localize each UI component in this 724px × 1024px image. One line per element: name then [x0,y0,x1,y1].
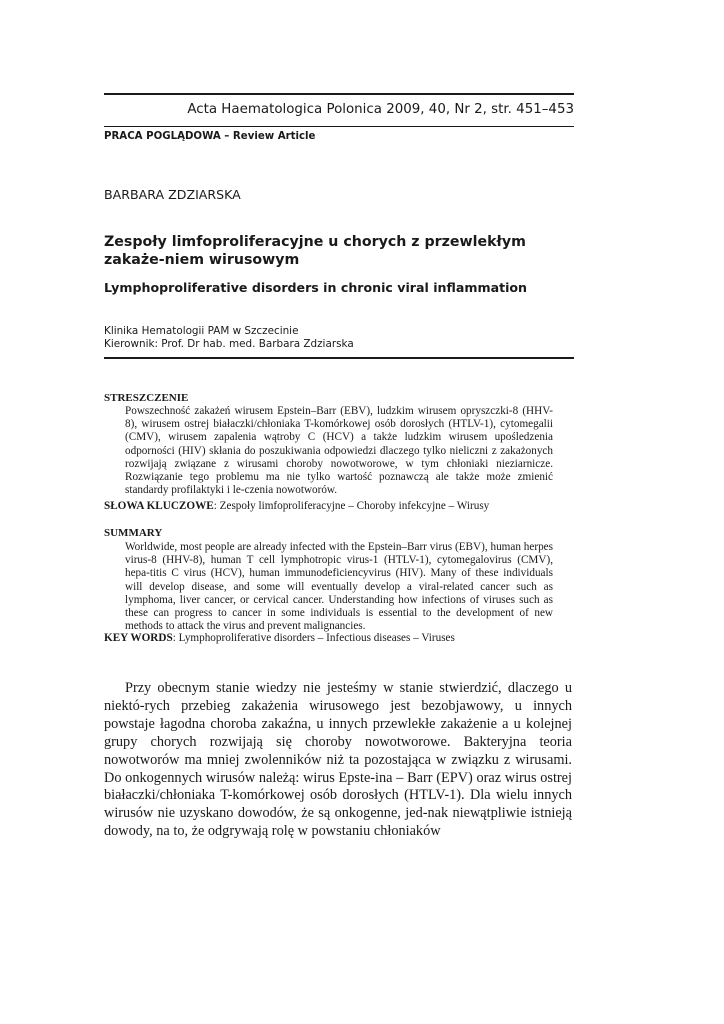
streszczenie-text: Powszechność zakażeń wirusem Epstein–Barr (EBV), ludzkim wirusem opryszczki-8 (HHV-8), wirusem ostrej białaczki/chłoniaka T-komórkowej osób dorosłych (HTLV-1), cytomegalii (CMV), wirusem zapalenia wątroby C (HCV) a także ludzkim wirusem upośledzenia odporności (HIV) skłania do poszukiwania odpowiedzi dlaczego tylko nieliczni z zakażonych rozwijają związane z wirusami choroby nowotworowe, w tym chłoniaki nieziarnicze. Rozwiązanie tego problemu ma nie tylko wartość poznawczą ale także może zmienić standardy profilaktyki i le-czenia nowotworów. [125,405,553,497]
polish-keywords-label: SŁOWA KLUCZOWE [104,500,214,512]
affiliation-clinic: Klinika Hematologii PAM w Szczecinie [104,325,299,337]
polish-keywords [104,500,489,512]
title-english: Lymphoproliferative disorders in chronic viral inflammation [104,280,528,295]
header-rule [104,126,574,127]
affiliation-rule [104,357,574,359]
body-paragraph: Przy obecnym stanie wiedzy nie jesteśmy w stanie stwierdzić, dlaczego u niektó-rych przebieg zakażenia wirusowego jest bezobjawowy, u innych powstaje łagodna choroba zakaźna, u innych przewlekłe zakażenie a u kolejnej grupy chorych rozwijają się choroby nowotworowe. Bakteryjna teoria nowotworów ma mniej zwolenników niż ta pozostająca w związku z wirusami. Do onkogennych wirusów należą: wirus Epste-ina – Barr (EPV) oraz wirus ostrej białaczki/chłoniaka T-komórkowej osób dorosłych (HTLV-1). Dla wielu innych wirusów nie uzyskano dowodów, że są onkogenne, jed-nak niewątpliwie istnieją dowody, na to, że odgrywają rolę w powstaniu chłoniaków [104,680,572,840]
journal-citation: Acta Haematologica Polonica 2009, 40, Nr 2, str. 451–453 [187,102,574,117]
polish-keywords-list: : Zespoły limfoproliferacyjne – Choroby infekcyjne – Wirusy [213,500,490,512]
english-keywords-list: : Lymphoproliferative disorders – Infectious diseases – Viruses [172,632,455,644]
author-name: BARBARA ZDZIARSKA [104,187,241,202]
affiliation-head: Kierownik: Prof. Dr hab. med. Barbara Zdziarska [104,338,354,350]
english-keywords-label: KEY WORDS [104,632,173,644]
summary-heading: SUMMARY [104,527,163,539]
summary-text: Worldwide, most people are already infected with the Epstein–Barr virus (EBV), human herpes virus-8 (HHV-8), human T cell lymphotropic virus-1 (HTLV-1), cytomegalovirus (CMV), hepa-titis C virus (HCV), human immunodeficiencyvirus (HIV). Many of these individuals will develop disease, and some will eventually develop a viral-related cancer such as lymphoma, liver cancer, or cervical cancer. Understanding how infections of viruses such as these can progress to cancer in some individuals is essential to the development of new methods to attack the virus and prevent malignancies. [125,541,553,633]
top-rule [104,93,574,95]
title-polish: Zespoły limfoproliferacyjne u chorych z przewlekłym zakaże-niem wirusowym [104,234,526,268]
article-type: PRACA POGLĄDOWA – Review Article [104,131,316,142]
streszczenie-heading: STRESZCZENIE [104,392,189,404]
english-keywords [104,632,455,644]
